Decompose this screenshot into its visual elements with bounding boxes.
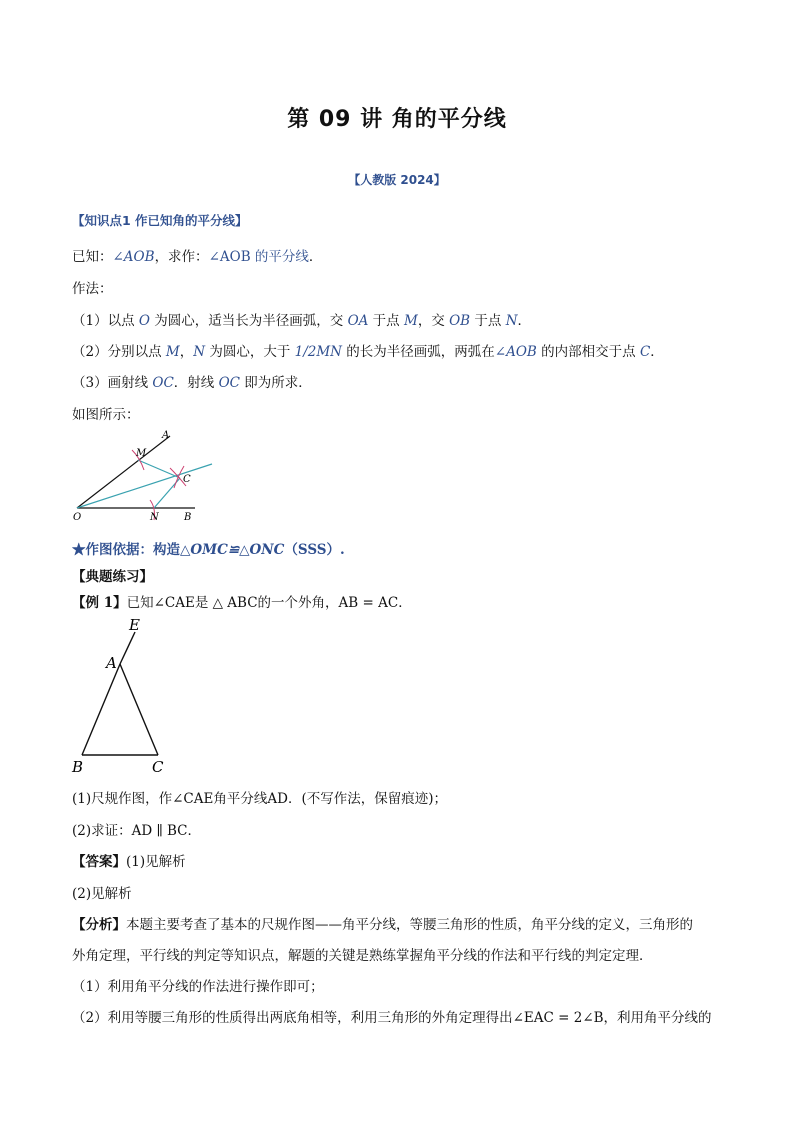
step2-text-a: （2）分别以点 [72, 344, 166, 360]
basis-congruence: △OMC≌△ONC [180, 542, 285, 558]
step1-text-a: （1）以点 [72, 313, 139, 329]
analysis-step-2: （2）利用等腰三角形的性质得出两底角相等，利用三角形的外角定理得出∠EAC = 2∠B，利用角平分线的 [72, 1010, 712, 1026]
example-1 [72, 591, 412, 611]
page-title: 第 09 讲 角的平分线 [287, 107, 507, 132]
step-2 [72, 340, 664, 360]
example-text: 已知∠CAE是 △ ABC的一个外角，AB = AC． [126, 595, 412, 611]
triangle-figure [68, 614, 178, 776]
step2-point-m: M [165, 344, 180, 360]
step1-point-m: M [403, 313, 418, 329]
question-2: (2)求证：AD ∥ BC． [72, 823, 202, 839]
given-target: ∠AOB 的平分线 [208, 249, 309, 265]
analysis-label: 【分析】 [72, 917, 126, 933]
analysis-line-2: 外角定理，平行线的判定等知识点，解题的关键是熟练掌握角平分线的作法和平行线的判定定理． [72, 948, 653, 964]
step2-angle: ∠AOB [494, 344, 537, 360]
given-line [72, 245, 322, 265]
ray-ae [120, 632, 135, 664]
step1-text-c: 于点 [368, 313, 404, 329]
step2-text-b: ， [179, 344, 194, 360]
label-e: E [129, 616, 140, 634]
ray-oa [77, 436, 170, 508]
answer-2: (2)见解析 [72, 886, 132, 902]
basis-suffix: （SSS）. [284, 542, 345, 558]
label-b: B [72, 758, 84, 776]
segment-mc [138, 460, 180, 478]
label-c: C [152, 758, 164, 776]
step-1 [72, 309, 531, 329]
edition-label: 【人教版 2024】 [348, 173, 446, 187]
given-prefix: 已知： [72, 249, 113, 265]
ray-oc [77, 464, 212, 508]
answer-1-text: (1)见解析 [126, 854, 186, 870]
construction-basis [72, 538, 345, 558]
step1-text-e: 于点 [470, 313, 506, 329]
label-o: O [73, 512, 82, 523]
step1-text-d: ，交 [417, 313, 450, 329]
label-c: C [183, 474, 191, 485]
step3-text-a: （3）画射线 [72, 375, 153, 391]
angle-bisector-figure [70, 428, 220, 524]
method-label: 作法： [72, 281, 113, 297]
label-a: A [106, 654, 117, 672]
step1-text-b: 为圆心，适当长为半径画弧，交 [149, 313, 348, 329]
label-m: M [136, 448, 147, 459]
step3-ray-oc-2: OC [218, 375, 240, 391]
step2-half-mn: 1/2MN [294, 344, 342, 360]
given-end: ． [308, 249, 323, 265]
step1-point-n: N [505, 313, 518, 329]
practice-heading: 【典题练习】 [72, 569, 153, 585]
step2-text-d: 的长为半径画弧，两弧在 [342, 344, 495, 360]
step3-text-b: ．射线 [173, 375, 219, 391]
analysis-step-1: （1）利用角平分线的作法进行操作即可； [72, 979, 324, 995]
analysis-line-1 [72, 913, 693, 933]
given-angle: ∠AOB [112, 249, 155, 265]
side-ab [82, 664, 120, 755]
step1-text-f: ． [517, 313, 532, 329]
label-n: N [150, 512, 159, 523]
side-ac [120, 664, 158, 755]
question-1: (1)尺规作图，作∠CAE角平分线AD．(不写作法，保留痕迹)； [72, 791, 447, 807]
label-b: B [184, 512, 192, 523]
answer-label: 【答案】 [72, 854, 126, 870]
analysis-line-1-text: 本题主要考查了基本的尺规作图——角平分线，等腰三角形的性质，角平分线的定义，三角形的 [126, 917, 693, 933]
step1-point-o: O [138, 313, 150, 329]
step3-ray-oc: OC [152, 375, 174, 391]
example-label: 【例 1】 [72, 595, 127, 611]
step2-point-c: C [639, 344, 651, 360]
given-mid: ，求作： [154, 249, 209, 265]
step2-text-c: 为圆心，大于 [205, 344, 295, 360]
step-3 [72, 371, 312, 391]
step1-ray-ob: OB [449, 313, 471, 329]
step2-point-n: N [193, 344, 206, 360]
answer-1 [72, 850, 186, 870]
basis-prefix: ★作图依据：构造 [72, 542, 180, 558]
label-a: A [162, 430, 170, 441]
step2-text-f: ． [650, 344, 664, 360]
step3-text-c: 即为所求． [240, 375, 312, 391]
step2-text-e: 的内部相交于点 [536, 344, 640, 360]
figure-caption: 如图所示： [72, 407, 140, 423]
step1-ray-oa: OA [347, 313, 369, 329]
knowledge-heading: 【知识点1 作已知角的平分线】 [72, 213, 248, 228]
